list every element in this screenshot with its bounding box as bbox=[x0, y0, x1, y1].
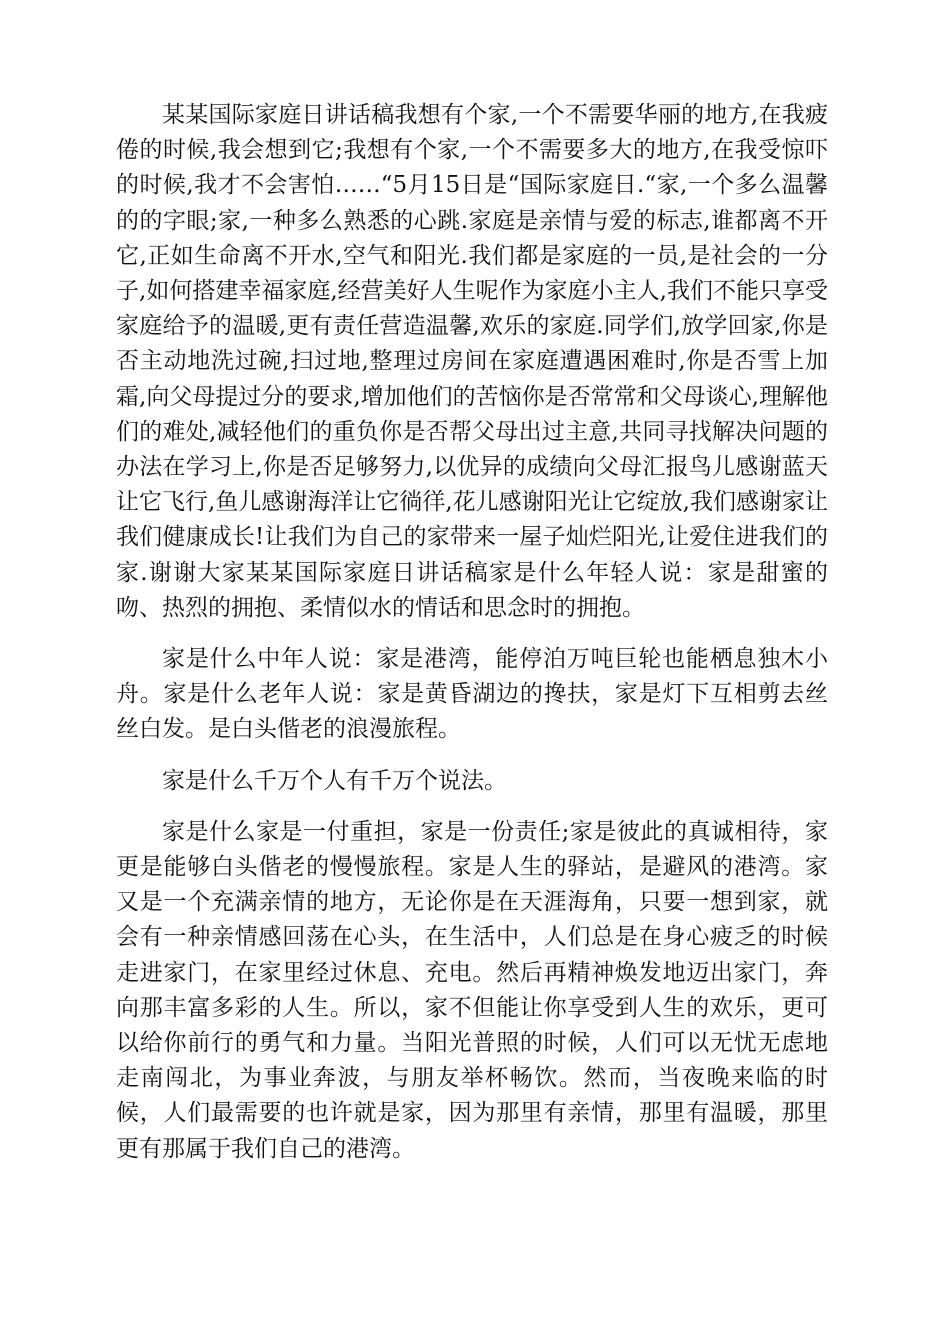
paragraph-home-is-harbor: 家是什么家是一付重担，家是一份责任;家是彼此的真诚相待，家更是能够白头偕老的慢慢旅程。家是人生的驿站，是避风的港湾。家又是一个充满亲情的地方，无论你是在天涯海角，只要一想到家，就会有一种亲情感回荡在心头，在生活中，人们总是在身心疲乏的时候走进家门，在家里经过休息、充电。然后再精神焕发地迈出家门，奔向那丰富多彩的人生。所以，家不但能让你享受到人生的欢乐，更可以给你前行的勇气和力量。当阳光普照的时候，人们可以无忧无虑地走南闯北，为事业奔波，与朋友举杯畅饮。然而，当夜晚来临的时候，人们最需要的也许就是家，因为那里有亲情，那里有温暖，那里更有那属于我们自己的港湾。 bbox=[116, 818, 828, 1162]
paragraph-middle-aged-and-elderly: 家是什么中年人说：家是港湾，能停泊万吨巨轮也能栖息独木小舟。家是什么老年人说：家是黄昏湖边的搀扶，家是灯下互相剪去丝丝白发。是白头偕老的浪漫旅程。 bbox=[116, 646, 828, 743]
paragraph-many-opinions: 家是什么千万个人有千万个说法。 bbox=[162, 767, 507, 794]
document-page bbox=[116, 98, 828, 1167]
paragraph-speech-intro: 某某国际家庭日讲话稿我想有个家,一个不需要华丽的地方,在我疲倦的时候,我会想到它;我想有个家,一个不需要多大的地方,在我受惊吓的时候,我才不会害怕……“5月15日是“国际家庭日.“家,一个多么温馨的的字眼;家,一种多么熟悉的心跳.家庭是亲情与爱的标志,谁都离不开它,正如生命离不开水,空气和阳光.我们都是家庭的一员,是社会的一分子,如何搭建幸福家庭,经营美好人生呢作为家庭小主人,我们不能只享受家庭给予的温暖,更有责任营造温馨,欢乐的家庭.同学们,放学回家,你是否主动地洗过碗,扫过地,整理过房间在家庭遭遇困难时,你是否雪上加霜,向父母提过分的要求,增加他们的苦恼你是否常常和父母谈心,理解他们的难处,减轻他们的重负你是否帮父母出过主意,共同寻找解决问题的办法在学习上,你是否足够努力,以优异的成绩向父母汇报鸟儿感谢蓝天让它飞行,鱼儿感谢海洋让它徜徉,花儿感谢阳光让它绽放,我们感谢家让我们健康成长!让我们为自己的家带来一屋子灿烂阳光,让爱住进我们的家.谢谢大家某某国际家庭日讲话稿家是什么年轻人说：家是甜蜜的吻、热烈的拥抱、柔情似水的情话和思念时的拥抱。 bbox=[116, 102, 828, 621]
